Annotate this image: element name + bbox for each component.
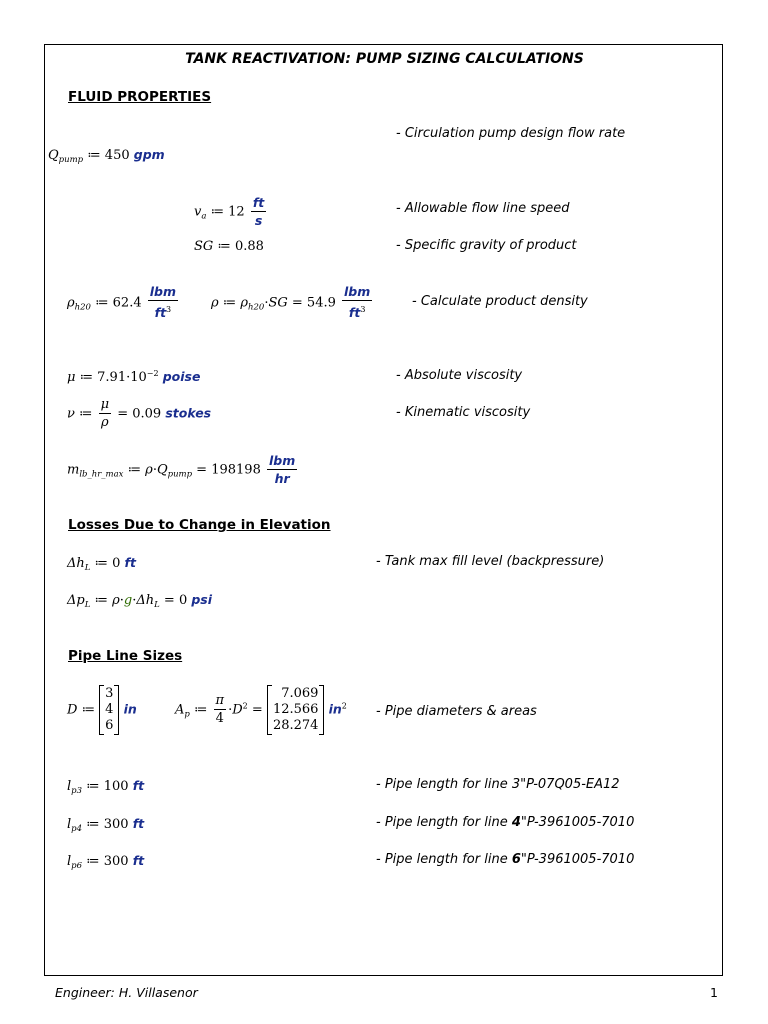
- note-lp3: - Pipe length for line 3"P-07Q05-EA12: [376, 777, 620, 792]
- note-q-pump: - Circulation pump design flow rate: [396, 126, 626, 141]
- eq-diameters: D ≔ 3 4 6 in: [67, 686, 137, 733]
- eq-lp6: $l_{p6}$ ≔ 300 ft: [67, 853, 145, 871]
- diameter-matrix: 3 4 6: [99, 685, 119, 735]
- eq-rho: ρ ≔ $\rho_{h20}\cdot SG = 54.9$ $\frac{\text{lbm}}{ft^3}$: [211, 284, 371, 320]
- note-lp6: - Pipe length for line 6"P-3961005-7010: [376, 852, 635, 867]
- eq-delta-p: $\Delta p_L$ ≔ $\rho\cdot g\cdot\Delta h_L = 0$ psi: [67, 592, 213, 610]
- note-mu: - Absolute viscosity: [396, 368, 523, 383]
- section-heading-pipe-sizes: Pipe Line Sizes: [68, 648, 183, 664]
- eq-q-pump: $Q_{pump}$ ≔ 450 gpm: [48, 147, 165, 165]
- note-diameters: - Pipe diameters & areas: [376, 704, 537, 719]
- footer-engineer: Engineer: H. Villasenor: [55, 985, 198, 1000]
- note-v-a: - Allowable flow line speed: [396, 201, 570, 216]
- eq-rho-h20: $\rho_{h20}$ ≔ 62.4 $\frac{\text{lbm}}{ft^3}$: [67, 284, 177, 320]
- eq-m-lb: $m_{lb\_hr\_max}$ ≔ $\rho\cdot Q_{pump} = 198198$ $\frac{\text{lbm}}{hr}$: [67, 453, 296, 486]
- note-lp4: - Pipe length for line 4"P-3961005-7010: [376, 815, 635, 830]
- page-title: TANK REACTIVATION: PUMP SIZING CALCULATIONS: [185, 51, 584, 67]
- eq-sg: SG ≔ 0.88: [194, 239, 264, 254]
- eq-mu: μ ≔ $7.91\cdot 10^{-2}$ poise: [67, 369, 201, 385]
- eq-nu: ν ≔ $\frac{\mu}{\rho}$ = 0.09 stokes: [67, 397, 212, 430]
- area-matrix: 7.069 12.566 28.274: [267, 685, 325, 735]
- section-heading-fluid-properties: FLUID PROPERTIES: [68, 89, 212, 105]
- eq-lp4: $l_{p4}$ ≔ 300 ft: [67, 816, 145, 834]
- eq-lp3: $l_{p3}$ ≔ 100 ft: [67, 778, 145, 796]
- eq-v-a: $v_a$ ≔ 12 $\frac{ft}{s}$: [194, 195, 265, 228]
- calculation-sheet: [44, 44, 723, 976]
- eq-areas: $A_p$ ≔ $\frac{\pi}{4}$ $\cdot D^2$ = 7.069 12.566 28.274 $in^2$: [175, 686, 347, 733]
- note-delta-h: - Tank max fill level (backpressure): [376, 554, 605, 569]
- note-rho: - Calculate product density: [412, 294, 588, 309]
- section-heading-elevation: Losses Due to Change in Elevation: [68, 517, 331, 533]
- note-sg: - Specific gravity of product: [396, 238, 577, 253]
- footer-page-number: 1: [710, 985, 718, 1000]
- eq-delta-h: $\Delta h_L$ ≔ 0 ft: [67, 555, 136, 573]
- note-nu: - Kinematic viscosity: [396, 405, 531, 420]
